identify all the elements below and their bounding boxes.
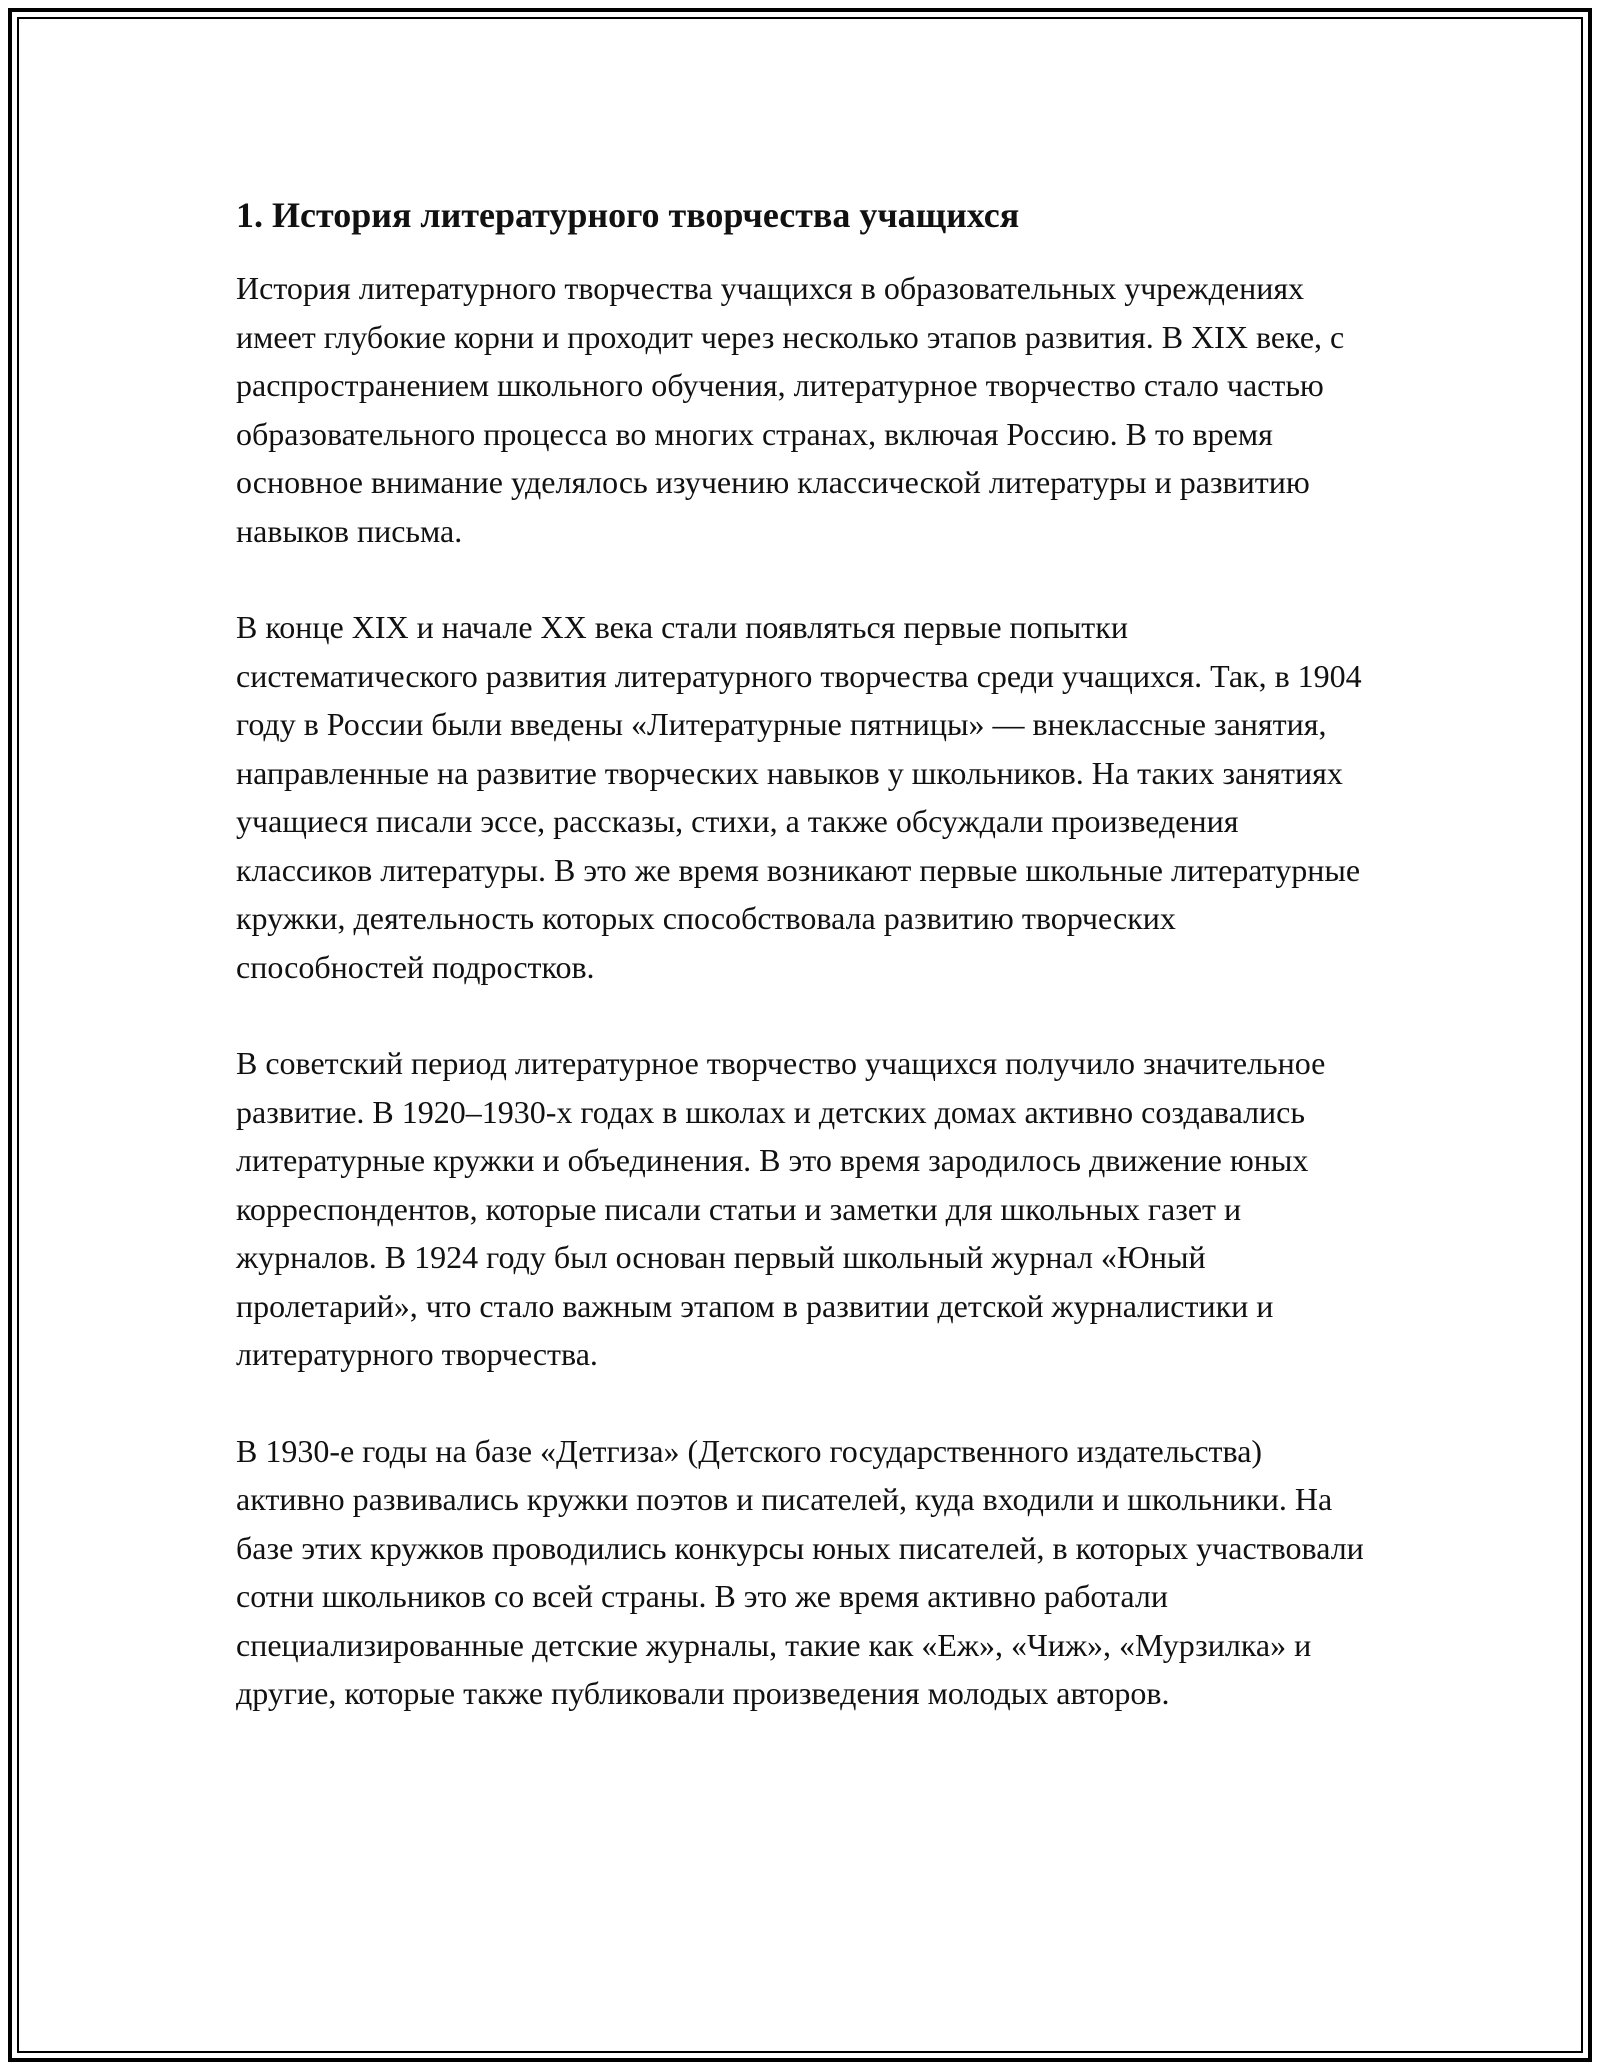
- paragraph-4: В 1930-е годы на базе «Детгиза» (Детского государственного издательства) активно развивались кружки поэтов и писателей, куда входили и школьники. На базе этих кружков проводились конкурсы юных писателей, в которых участвовали сотни школьников со всей страны. В это же время активно работали специализированные детские журналы, такие как «Еж», «Чиж», «Мурзилка» и другие, которые также публиковали произведения молодых авторов.: [236, 1432, 1364, 1711]
- section-heading: 1. История литературного творчества учащихся: [236, 195, 1020, 235]
- document-body: [236, 188, 1366, 1718]
- paragraph-2: В конце XIX и начале XX века стали появляться первые попытки систематического развития литературного творчества среди учащихся. Так, в 1904 году в России были введены «Литературные пятницы» — внеклассные занятия, направленные на развитие творческих навыков у школьников. На таких занятиях учащиеся писали эссе, рассказы, стихи, а также обсуждали произведения классиков литературы. В это же время возникают первые школьные литературные кружки, деятельность которых способствовала развитию творческих способностей подростков.: [236, 609, 1362, 985]
- paragraph-1: История литературного творчества учащихся в образовательных учреждениях имеет глубокие корни и проходит через несколько этапов развития. В XIX веке, с распространением школьного обучения, литературное творчество стало частью образовательного процесса во многих странах, включая Россию. В то время основное внимание уделялось изучению классической литературы и развитию навыков письма.: [236, 270, 1345, 549]
- paragraph-3: В советский период литературное творчество учащихся получило значительное развитие. В 1920–1930-х годах в школах и детских домах активно создавались литературные кружки и объединения. В это время зародилось движение юных корреспондентов, которые писали статьи и заметки для школьных газет и журналов. В 1924 году был основан первый школьный журнал «Юный пролетарий», что стало важным этапом в развитии детской журналистики и литературного творчества.: [236, 1045, 1326, 1372]
